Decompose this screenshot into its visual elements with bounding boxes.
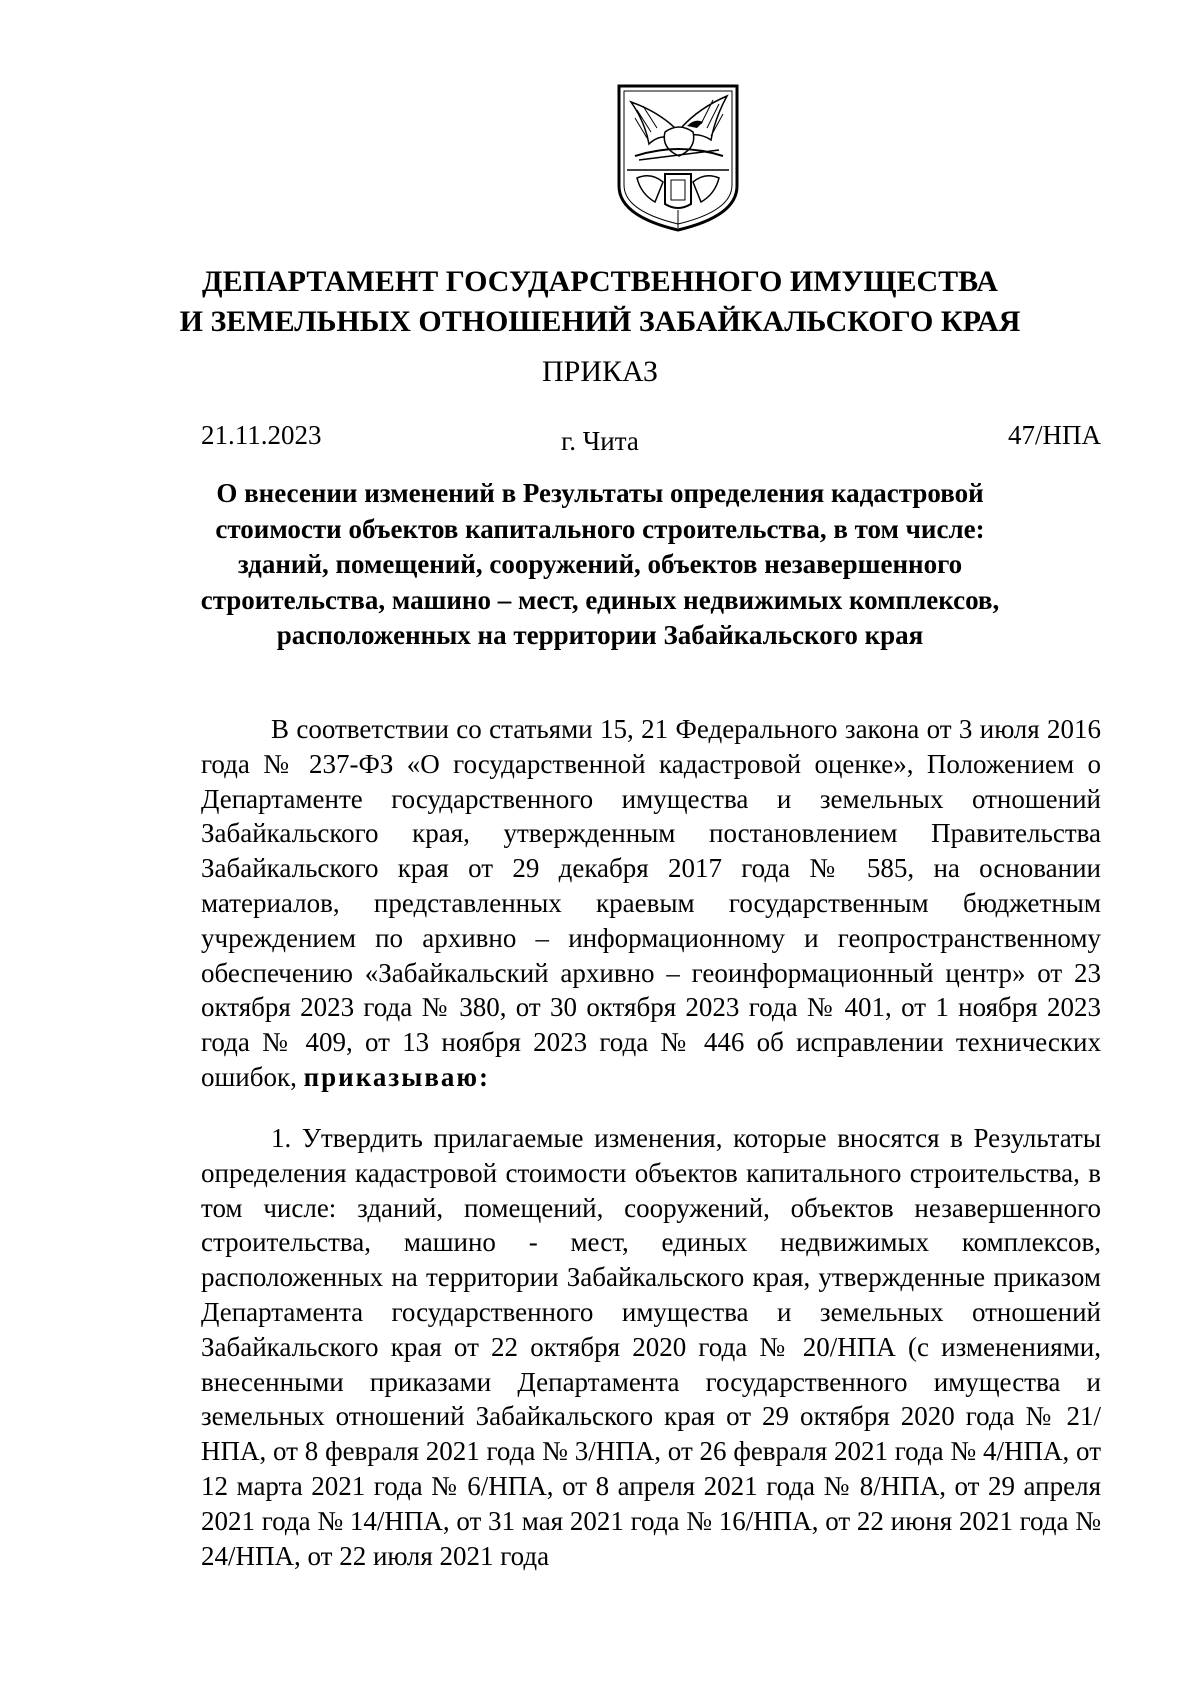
preamble-text: В соответствии со статьями 15, 21 Федерального закона от 3 июля 2016 года № 237-ФЗ «О государственной кадастровой оценке», Положением о Департаменте государственного имущества и земельных отношений Забайкальского края, утвержденным постановлением Правительства Забайкальского края от 29 декабря 2017 года № 585, на основании материалов, представленных краевым государственным бюджетным учреждением по архивно – информационному и геопространственному обеспечению «Забайкальский архивно – геоинформационный центр» от 23 октября 2023 года № 380, от 30 октября 2023 года № 401, от 1 ноября 2023 года № 409, от 13 ноября 2023 года № 446 об исправлении технических ошибок, bbox=[201, 714, 1101, 1092]
coat-of-arms-icon bbox=[615, 82, 741, 234]
organization-name bbox=[150, 262, 1050, 342]
document-subject: О внесении изменений в Результаты определения кадастровой стоимости объектов капитального строительства, в том числе: зданий, помещений, сооружений, объектов незавершенного строительства, машино – мест, единых недвижимых комплексов, расположенных на территории Забайкальского края bbox=[200, 478, 1000, 650]
document-type: ПРИКАЗ bbox=[542, 355, 658, 388]
document-number: 47/НПА bbox=[1008, 420, 1101, 450]
document-city: г. Чита bbox=[561, 426, 639, 456]
organization-name-line-1: ДЕПАРТАМЕНТ ГОСУДАРСТВЕННОГО ИМУЩЕСТВА bbox=[202, 265, 998, 298]
order-keyword: приказываю: bbox=[303, 1061, 491, 1092]
document-date: 21.11.2023 bbox=[201, 420, 322, 450]
organization-name-line-2: И ЗЕМЕЛЬНЫХ ОТНОШЕНИЙ ЗАБАЙКАЛЬСКОГО КРАЯ bbox=[179, 305, 1021, 338]
clause-1-paragraph: 1. Утвердить прилагаемые изменения, которые вносятся в Результаты определения кадастровой стоимости объектов капитального строительства, в том числе: зданий, помещений, сооружений, объектов незавершенного строительства, машино - мест, единых недвижимых комплексов, расположенных на территории Забайкальского края, утвержденные приказом Департамента государственного имущества и земельных отношений Забайкальского края от 22 октября 2020 года № 20/НПА (с изменениями, внесенными приказами Департамента государственного имущества и земельных отношений Забайкальского края от 29 октября 2020 года № 21/НПА, от 8 февраля 2021 года № 3/НПА, от 26 февраля 2021 года № 4/НПА, от 12 марта 2021 года № 6/НПА, от 8 апреля 2021 года № 8/НПА, от 29 апреля 2021 года № 14/НПА, от 31 мая 2021 года № 16/НПА, от 22 июня 2021 года № 24/НПА, от 22 июля 2021 года bbox=[201, 1123, 1101, 1571]
preamble-paragraph bbox=[201, 712, 1101, 1095]
